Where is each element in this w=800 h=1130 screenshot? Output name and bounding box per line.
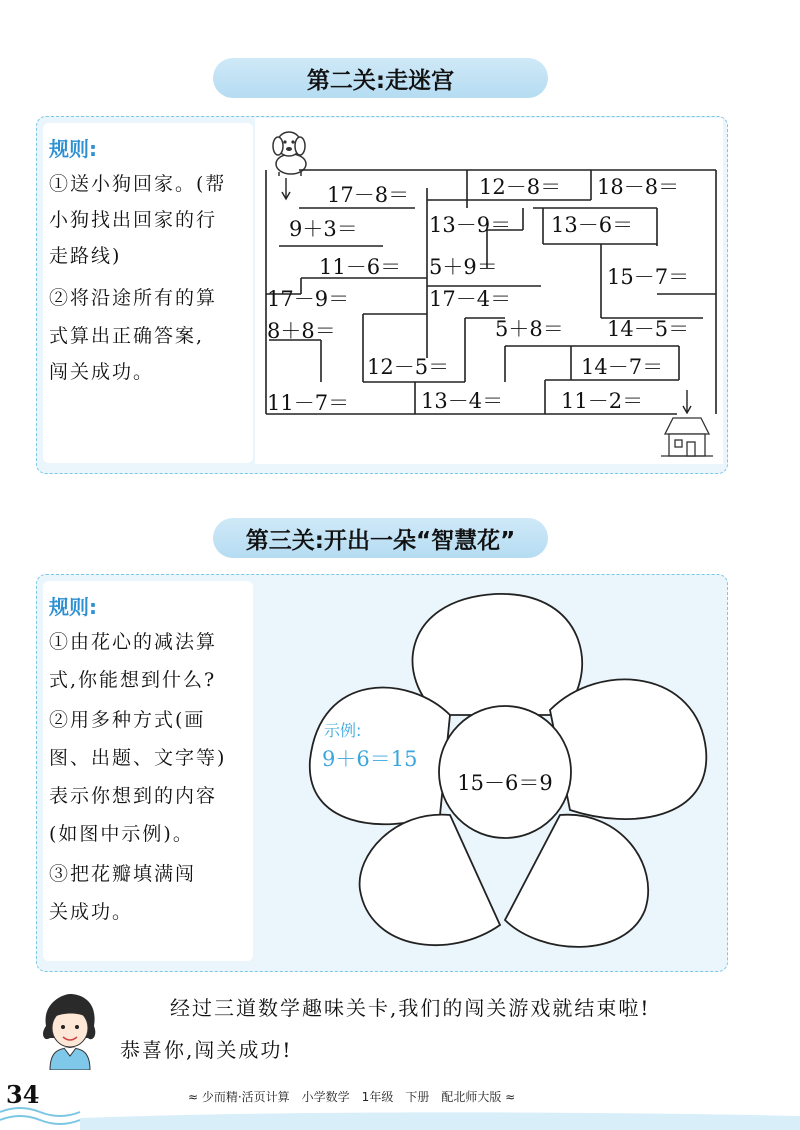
maze-expression: 13－4＝	[421, 389, 504, 413]
maze-expression: 12－8＝	[479, 175, 562, 199]
maze-expression: 14－7＝	[581, 355, 664, 379]
example-label: 示例:	[324, 721, 362, 740]
maze-expression: 5＋9＝	[429, 255, 498, 279]
level3-title: 第三关:开出一朵“智慧花”	[245, 527, 516, 554]
level3-rule-line: 式,你能想到什么?	[49, 669, 217, 691]
level2-rule-line: 走路线)	[49, 245, 122, 267]
maze-expression: 13－9＝	[429, 213, 512, 237]
level3-rule-line: 关成功。	[49, 901, 134, 923]
girl-avatar-icon	[36, 992, 102, 1070]
footer-series-info: ≈ 少而精·活页计算 小学数学 1年级 下册 配北师大版 ≈	[188, 1090, 516, 1104]
maze-expression: 5＋8＝	[495, 317, 564, 341]
level3-rule-line: 图、出题、文字等)	[49, 747, 227, 769]
closing-line-2: 恭喜你,闯关成功!	[120, 1038, 293, 1062]
level3-rule-line: ①由花心的减法算	[49, 631, 218, 653]
footer-wave-decoration	[0, 1098, 800, 1130]
level3-rules-title: 规则:	[49, 595, 97, 619]
level2-title: 第二关:走迷宫	[306, 67, 455, 94]
flower-center-expression: 15－6＝9	[457, 771, 553, 795]
maze-expression: 11－2＝	[561, 389, 644, 413]
page-number: 34	[6, 1080, 40, 1109]
maze-expression: 9＋3＝	[289, 217, 358, 241]
maze-expression: 17－8＝	[327, 183, 410, 207]
flower-petal-bottom-left[interactable]	[360, 815, 500, 946]
level2-title-banner	[213, 58, 548, 98]
level3-rule-line: (如图中示例)。	[49, 823, 194, 845]
maze-expression: 8＋8＝	[267, 319, 336, 343]
level2-rule-line: ①送小狗回家。(帮	[49, 173, 227, 195]
maze-expression: 12－5＝	[367, 355, 450, 379]
level2-rule-line: 小狗找出回家的行	[49, 209, 218, 231]
flower-petal-right[interactable]	[550, 679, 706, 819]
level3-rule-line: 表示你想到的内容	[49, 785, 218, 807]
level2-rule-line: 闯关成功。	[49, 361, 155, 383]
closing-line-1: 经过三道数学趣味关卡,我们的闯关游戏就结束啦!	[170, 996, 651, 1020]
maze-expression: 17－9＝	[267, 287, 350, 311]
flower-petal-top[interactable]	[413, 594, 583, 715]
maze-expression: 18－8＝	[597, 175, 680, 199]
maze-expression: 15－7＝	[607, 265, 690, 289]
maze-expression: 11－6＝	[319, 255, 402, 279]
maze-expression: 13－6＝	[551, 213, 634, 237]
level3-rule-line: ②用多种方式(画	[49, 709, 206, 731]
maze[interactable]	[255, 118, 723, 464]
level3-title-banner	[213, 518, 548, 558]
wisdom-flower[interactable]	[300, 590, 720, 960]
level2-rules-title: 规则:	[49, 137, 97, 161]
maze-expression: 11－7＝	[267, 391, 350, 415]
maze-expression: 17－4＝	[429, 287, 512, 311]
level3-rule-line: ③把花瓣填满闯	[49, 863, 197, 885]
level2-rule-line: 式算出正确答案,	[49, 325, 205, 347]
maze-expression: 14－5＝	[607, 317, 690, 341]
example-expression: 9＋6＝15	[322, 747, 418, 771]
level2-rule-line: ②将沿途所有的算	[49, 287, 218, 309]
